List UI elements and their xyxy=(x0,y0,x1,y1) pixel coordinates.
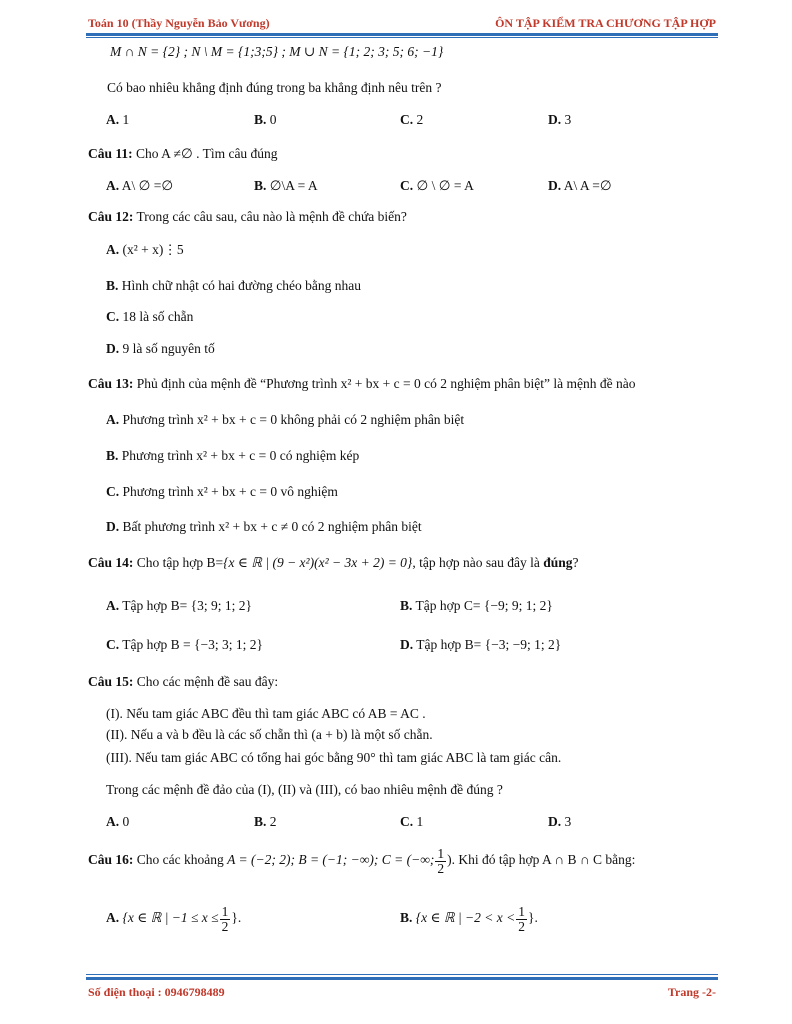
fraction-numerator: 1 xyxy=(437,846,445,861)
question-text: Cho tập hợp B= xyxy=(136,555,224,570)
option-text: Hình chữ nhật có hai đường chéo bằng nhau xyxy=(121,278,361,293)
option-label: A. xyxy=(106,814,120,829)
q15-statement-2: (II). Nếu a và b đều là các số chẵn thì (a + b) là một số chẵn. xyxy=(106,727,433,742)
q15-option-a xyxy=(106,814,129,830)
q11-option-b xyxy=(254,178,318,194)
option-label: A. xyxy=(106,242,120,257)
question-16 xyxy=(88,847,635,875)
emphasis: đúng xyxy=(543,555,573,570)
option-text: ∅ \ ∅ = A xyxy=(416,178,474,193)
option-text: 0 xyxy=(269,112,277,127)
top-option-d xyxy=(548,112,571,128)
option-text: 1 xyxy=(122,112,130,127)
q12-option-d xyxy=(106,341,215,357)
q15-option-c xyxy=(400,814,423,830)
option-text: 2 xyxy=(416,112,424,127)
option-text: 1 xyxy=(416,814,424,829)
option-text: Tập hợp B = {−3; 3; 1; 2} xyxy=(122,637,263,652)
question-label: Câu 11: xyxy=(88,146,133,161)
fraction-one-half xyxy=(435,847,446,875)
option-text: Tập hợp B= {3; 9; 1; 2} xyxy=(122,598,252,613)
interval-list: A = (−2; 2); B = (−1; −∞); C = (−∞; xyxy=(227,852,435,868)
fraction-one-half xyxy=(516,905,527,933)
question-text-cont: , tập hợp nào sau đây là xyxy=(412,555,544,570)
option-text: 18 là số chẵn xyxy=(122,309,194,324)
question-12 xyxy=(88,209,407,225)
option-close: }. xyxy=(528,910,538,926)
option-label: C. xyxy=(106,637,120,652)
option-text: 2 xyxy=(269,814,277,829)
question-text: Cho các khoảng xyxy=(136,852,228,868)
option-label: D. xyxy=(400,637,414,652)
option-text: ∅\A = A xyxy=(269,178,318,193)
q12-option-b xyxy=(106,278,361,294)
q14-option-a xyxy=(106,598,252,614)
q15-option-d xyxy=(548,814,571,830)
set-line: M ∩ N = {2} ; N \ M = {1;3;5} ; M ∪ N = {1; 2; 3; 5; 6; −1} xyxy=(110,44,444,59)
q12-option-a xyxy=(106,242,184,258)
question-mark: ? xyxy=(572,555,579,570)
question-text: Phủ định của mệnh đề “Phương trình x² + bx + c = 0 có 2 nghiệm phân biệt” là mệnh đề nào xyxy=(136,376,636,391)
question-label: Câu 14: xyxy=(88,555,134,570)
q11-option-c xyxy=(400,178,474,194)
option-label: D. xyxy=(106,341,120,356)
header-title-left: Toán 10 (Thầy Nguyễn Bảo Vương) xyxy=(88,16,270,30)
fraction-denominator: 2 xyxy=(221,918,229,934)
header-rule-thin xyxy=(86,37,718,38)
set-builder: {x ∈ ℝ | (9 − x²)(x² − 3x + 2) = 0} xyxy=(223,555,413,570)
option-label: A. xyxy=(106,598,120,613)
question-label: Câu 16: xyxy=(88,852,134,868)
option-label: B. xyxy=(400,598,413,613)
option-text: 3 xyxy=(564,112,572,127)
q11-option-a xyxy=(106,178,173,194)
option-math: {x ∈ ℝ | −1 ≤ x ≤ xyxy=(122,910,219,926)
option-label: D. xyxy=(548,814,562,829)
q16-option-a xyxy=(106,905,241,933)
option-close: }. xyxy=(231,910,242,926)
option-label: B. xyxy=(254,814,267,829)
question-text: Trong các câu sau, câu nào là mệnh đề chứa biến? xyxy=(136,209,407,224)
top-option-c xyxy=(400,112,423,128)
option-text: Phương trình x² + bx + c = 0 có nghiệm kép xyxy=(121,448,360,463)
footer-rule-thin xyxy=(86,974,718,975)
question-label: Câu 15: xyxy=(88,674,134,689)
option-text: Phương trình x² + bx + c = 0 không phải có 2 nghiệm phân biệt xyxy=(122,412,465,427)
q12-option-c xyxy=(106,309,193,325)
question-11 xyxy=(88,146,278,162)
fraction-denominator: 2 xyxy=(518,918,525,934)
q16-option-b xyxy=(400,905,538,933)
question-13 xyxy=(88,376,636,392)
option-label: B. xyxy=(254,178,267,193)
fraction-numerator: 1 xyxy=(221,904,229,919)
option-label: A. xyxy=(106,910,120,926)
header-rule xyxy=(86,33,718,36)
option-label: C. xyxy=(400,814,414,829)
q11-option-d xyxy=(548,178,612,194)
option-label: B. xyxy=(106,278,119,293)
question-text: Cho các mệnh đề sau đây: xyxy=(136,674,279,689)
q13-option-a xyxy=(106,412,464,428)
option-label: D. xyxy=(548,112,562,127)
option-label: C. xyxy=(106,309,120,324)
top-option-a xyxy=(106,112,129,128)
q13-option-c xyxy=(106,484,338,500)
option-text: 9 là số nguyên tố xyxy=(122,341,215,356)
option-text: Phương trình x² + bx + c = 0 vô nghiệm xyxy=(122,484,338,499)
question-text: Cho A ≠∅ . Tìm câu đúng xyxy=(136,146,278,161)
option-text: 3 xyxy=(564,814,572,829)
fraction-denominator: 2 xyxy=(437,860,445,876)
q14-option-b xyxy=(400,598,553,614)
option-text: Tập hợp C= {−9; 9; 1; 2} xyxy=(415,598,553,613)
top-option-b xyxy=(254,112,277,128)
fraction-one-half xyxy=(220,905,231,933)
option-text: A\ A =∅ xyxy=(563,178,612,193)
option-text: Bất phương trình x² + bx + c ≠ 0 có 2 nghiệm phân biệt xyxy=(122,519,422,534)
footer-phone: Số điện thoại : 0946798489 xyxy=(88,985,225,999)
question-14 xyxy=(88,555,578,571)
q13-option-b xyxy=(106,448,359,464)
option-label: D. xyxy=(106,519,120,534)
option-label: B. xyxy=(254,112,267,127)
option-text: A\ ∅ =∅ xyxy=(121,178,174,193)
q14-option-d xyxy=(400,637,561,653)
q15-question: Trong các mệnh đề đảo của (I), (II) và (III), có bao nhiêu mệnh đề đúng ? xyxy=(106,782,503,797)
question-text-cont: . Khi đó tập hợp A ∩ B ∩ C bằng: xyxy=(451,852,636,868)
option-label: A. xyxy=(106,112,120,127)
option-label: D. xyxy=(548,178,562,193)
footer-rule xyxy=(86,977,718,980)
option-text: Tập hợp B= {−3; −9; 1; 2} xyxy=(416,637,562,652)
q15-option-b xyxy=(254,814,277,830)
footer-page-number: Trang -2- xyxy=(667,985,716,999)
question-15 xyxy=(88,674,278,690)
top-question: Có bao nhiêu khẳng định đúng trong ba khẳng định nêu trên ? xyxy=(107,80,442,95)
option-math: {x ∈ ℝ | −2 < x < xyxy=(415,910,516,926)
q15-statement-3: (III). Nếu tam giác ABC có tổng hai góc bằng 90° thì tam giác ABC là tam giác cân. xyxy=(106,750,562,765)
option-label: B. xyxy=(400,910,413,926)
option-label: A. xyxy=(106,178,120,193)
option-label: C. xyxy=(106,484,120,499)
option-label: C. xyxy=(400,178,414,193)
option-text: 0 xyxy=(122,814,130,829)
q15-statement-1: (I). Nếu tam giác ABC đều thì tam giác ABC có AB = AC . xyxy=(106,706,426,721)
option-label: B. xyxy=(106,448,119,463)
q13-option-d xyxy=(106,519,422,535)
fraction-numerator: 1 xyxy=(518,904,525,919)
option-label: C. xyxy=(400,112,414,127)
option-label: A. xyxy=(106,412,120,427)
option-text: (x² + x)⋮5 xyxy=(122,242,184,257)
q14-option-c xyxy=(106,637,263,653)
header-title-right: ÔN TẬP KIỂM TRA CHƯƠNG TẬP HỢP xyxy=(495,16,716,30)
question-label: Câu 12: xyxy=(88,209,134,224)
question-label: Câu 13: xyxy=(88,376,134,391)
close-paren: ) xyxy=(447,852,452,868)
